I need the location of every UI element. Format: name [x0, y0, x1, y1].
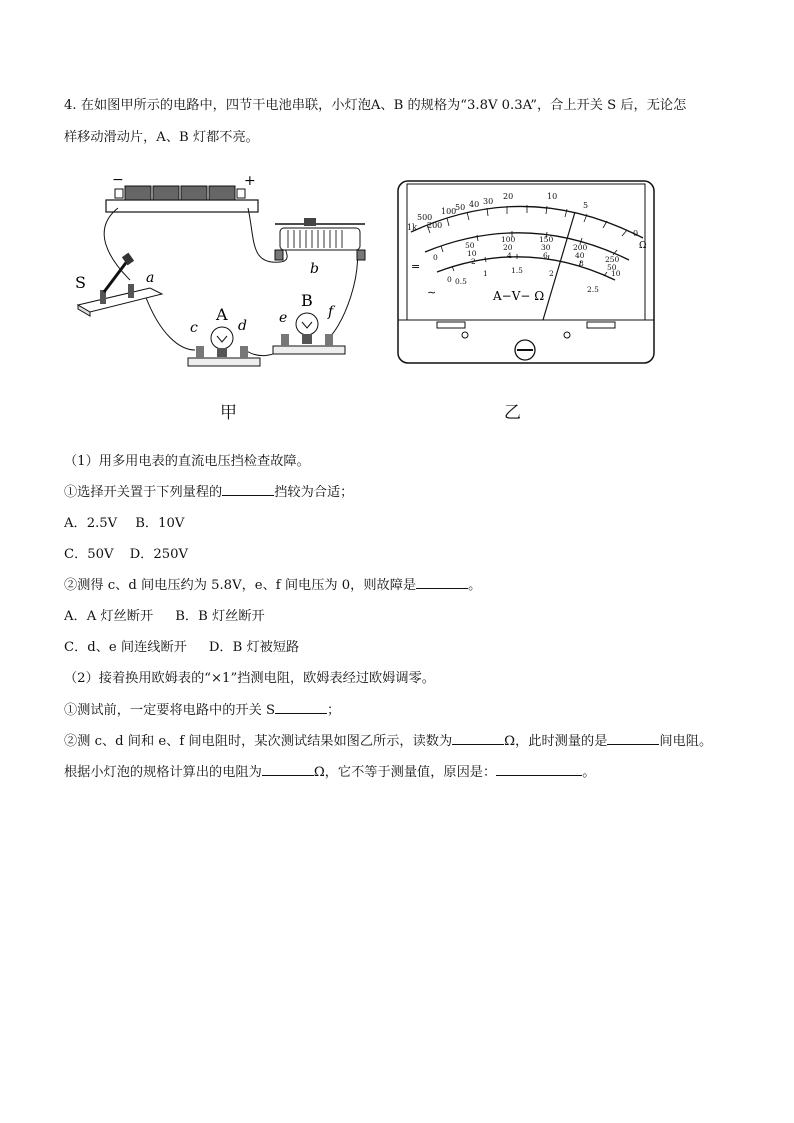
meter-label: A−V− Ω: [493, 289, 545, 303]
answer-blank[interactable]: [452, 732, 504, 745]
lamp-b-label: B: [301, 291, 313, 310]
ohm-tick: 20: [503, 192, 514, 201]
option-d: D．250V: [129, 547, 189, 562]
part2-title: （2）接着换用欧姆表的“×1”挡测电阻，欧姆表经过欧姆调零。: [64, 671, 435, 686]
ohm-tick: 5: [583, 201, 589, 210]
part1-fault-options-cd: [64, 636, 299, 655]
fault-option-a: A．A 灯丝断开: [64, 609, 154, 624]
part2-q1-text: ①测试前，一定要将电路中的开关 S: [64, 703, 276, 718]
lamp-a-label-c: c: [190, 320, 198, 336]
ohm-tick: 0: [633, 229, 639, 238]
ohm-tick: 200: [427, 221, 443, 230]
dc-tick-3: 8: [579, 259, 584, 268]
dc-tick: 200: [573, 243, 588, 252]
ohm-tick: 40: [469, 200, 480, 209]
answer-blank[interactable]: [496, 763, 582, 776]
dc-tick: 0: [433, 253, 438, 262]
question-intro-line1: 4. 在如图甲所示的电路中，四节干电池串联，小灯泡A、B 的规格为“3.8V 0.3A”，合上开关 S 后，无论怎: [64, 98, 687, 113]
lamp-a: [188, 327, 260, 366]
low-tick: 1: [483, 269, 488, 278]
low-tick: 0: [447, 275, 452, 284]
part2-q3-tail: 。: [582, 765, 596, 780]
dc-tick: 150: [539, 235, 554, 244]
figure-jia-circuit: [70, 170, 370, 375]
ac-symbol: ∼: [427, 286, 437, 299]
low-tick: 1.5: [511, 266, 523, 275]
part1-title: （1）用多用电表的直流电压挡检查故障。: [64, 454, 310, 469]
ohm-tick: 30: [483, 197, 494, 206]
dc-tick-2: 40: [575, 251, 585, 260]
question-intro-line2: 样移动滑动片，A、B 灯都不亮。: [64, 130, 259, 145]
battery-minus-label: −: [112, 172, 124, 188]
dc-tick: 100: [501, 235, 516, 244]
lamp-a-label: A: [216, 305, 228, 324]
answer-blank[interactable]: [607, 732, 659, 745]
part1-q1-tail: 挡较为合适；: [274, 485, 354, 500]
rheostat-label-b: b: [310, 261, 319, 277]
dc-tick-3: 10: [611, 269, 621, 278]
lamp-b-label-e: e: [279, 310, 288, 326]
part2-q1: [64, 699, 340, 718]
part1-fault-options-ab: [64, 605, 265, 624]
lamp-a-label-d: d: [238, 318, 247, 334]
option-b: B．10V: [135, 516, 185, 531]
answer-blank[interactable]: [275, 701, 327, 714]
fault-option-d: D．B 灯被短路: [208, 640, 300, 655]
part1-q2-tail: 。: [468, 578, 482, 593]
part1-q2: [64, 574, 481, 593]
dc-tick-3: 6: [543, 251, 548, 260]
ohm-tick: 50: [455, 203, 466, 212]
answer-blank[interactable]: [262, 763, 314, 776]
lamp-b-label-f: f: [328, 304, 334, 320]
fault-option-b: B．B 灯丝断开: [175, 609, 265, 624]
part1-options-ab: [64, 512, 184, 531]
figure-yi-meter: [397, 180, 655, 365]
dc-tick-3: 4: [507, 251, 512, 260]
part1-q2-text: ②测得 c、d 间电压约为 5.8V，e、f 间电压为 0，则故障是: [64, 578, 417, 593]
dc-tick-2: 10: [467, 249, 477, 258]
fault-option-c: C．d、e 间连线断开: [64, 640, 187, 655]
part2-q2: [64, 730, 712, 749]
dc-symbol: =: [411, 260, 421, 273]
part1-q1-text: ①选择开关置于下列量程的: [64, 485, 223, 500]
part1-options-cd: [64, 543, 188, 562]
part2-q3-text: 根据小灯泡的规格计算出的电阻为: [64, 765, 262, 780]
switch-label-s: S: [75, 273, 86, 292]
dc-tick-3: 2: [471, 257, 476, 266]
part2-q1-tail: ；: [327, 703, 341, 718]
battery-board: [106, 200, 258, 212]
dc-tick-2: 50: [607, 263, 617, 272]
ohm-tick: 1k: [407, 223, 417, 232]
battery-plus-label: +: [244, 173, 256, 189]
part2-q3: [64, 761, 595, 780]
rheostat: [275, 218, 365, 260]
figure-yi-caption: 乙: [504, 403, 521, 423]
battery-cells: [115, 186, 245, 200]
ohm-symbol: Ω: [639, 241, 647, 251]
part2-q2-mid: Ω，此时测量的是: [504, 734, 608, 749]
dc-tick-2: 20: [503, 243, 513, 252]
part2-q2-tail: 间电阻。: [659, 734, 713, 749]
ohm-tick: 100: [441, 207, 457, 216]
part2-q3-mid: Ω，它不等于测量值，原因是：: [313, 765, 497, 780]
dc-tick: 50: [465, 241, 475, 250]
low-tick: 2: [549, 269, 554, 278]
ohm-tick: 10: [547, 192, 558, 201]
low-tick: 2.5: [587, 285, 599, 294]
ohm-tick: 500: [417, 213, 433, 222]
figure-jia-caption: 甲: [220, 403, 237, 423]
part2-q2-text: ②测 c、d 间和 e、f 间电阻时，某次测试结果如图乙所示，读数为: [64, 734, 453, 749]
dc-tick: 250: [605, 255, 620, 264]
switch-label-a: a: [146, 270, 155, 286]
low-tick: 0.5: [455, 277, 467, 286]
answer-blank[interactable]: [222, 483, 274, 496]
option-c: C．50V: [64, 547, 114, 562]
option-a: A．2.5V: [64, 516, 118, 531]
part1-q1: [64, 481, 353, 500]
dc-tick-2: 30: [541, 243, 551, 252]
answer-blank[interactable]: [416, 576, 468, 589]
